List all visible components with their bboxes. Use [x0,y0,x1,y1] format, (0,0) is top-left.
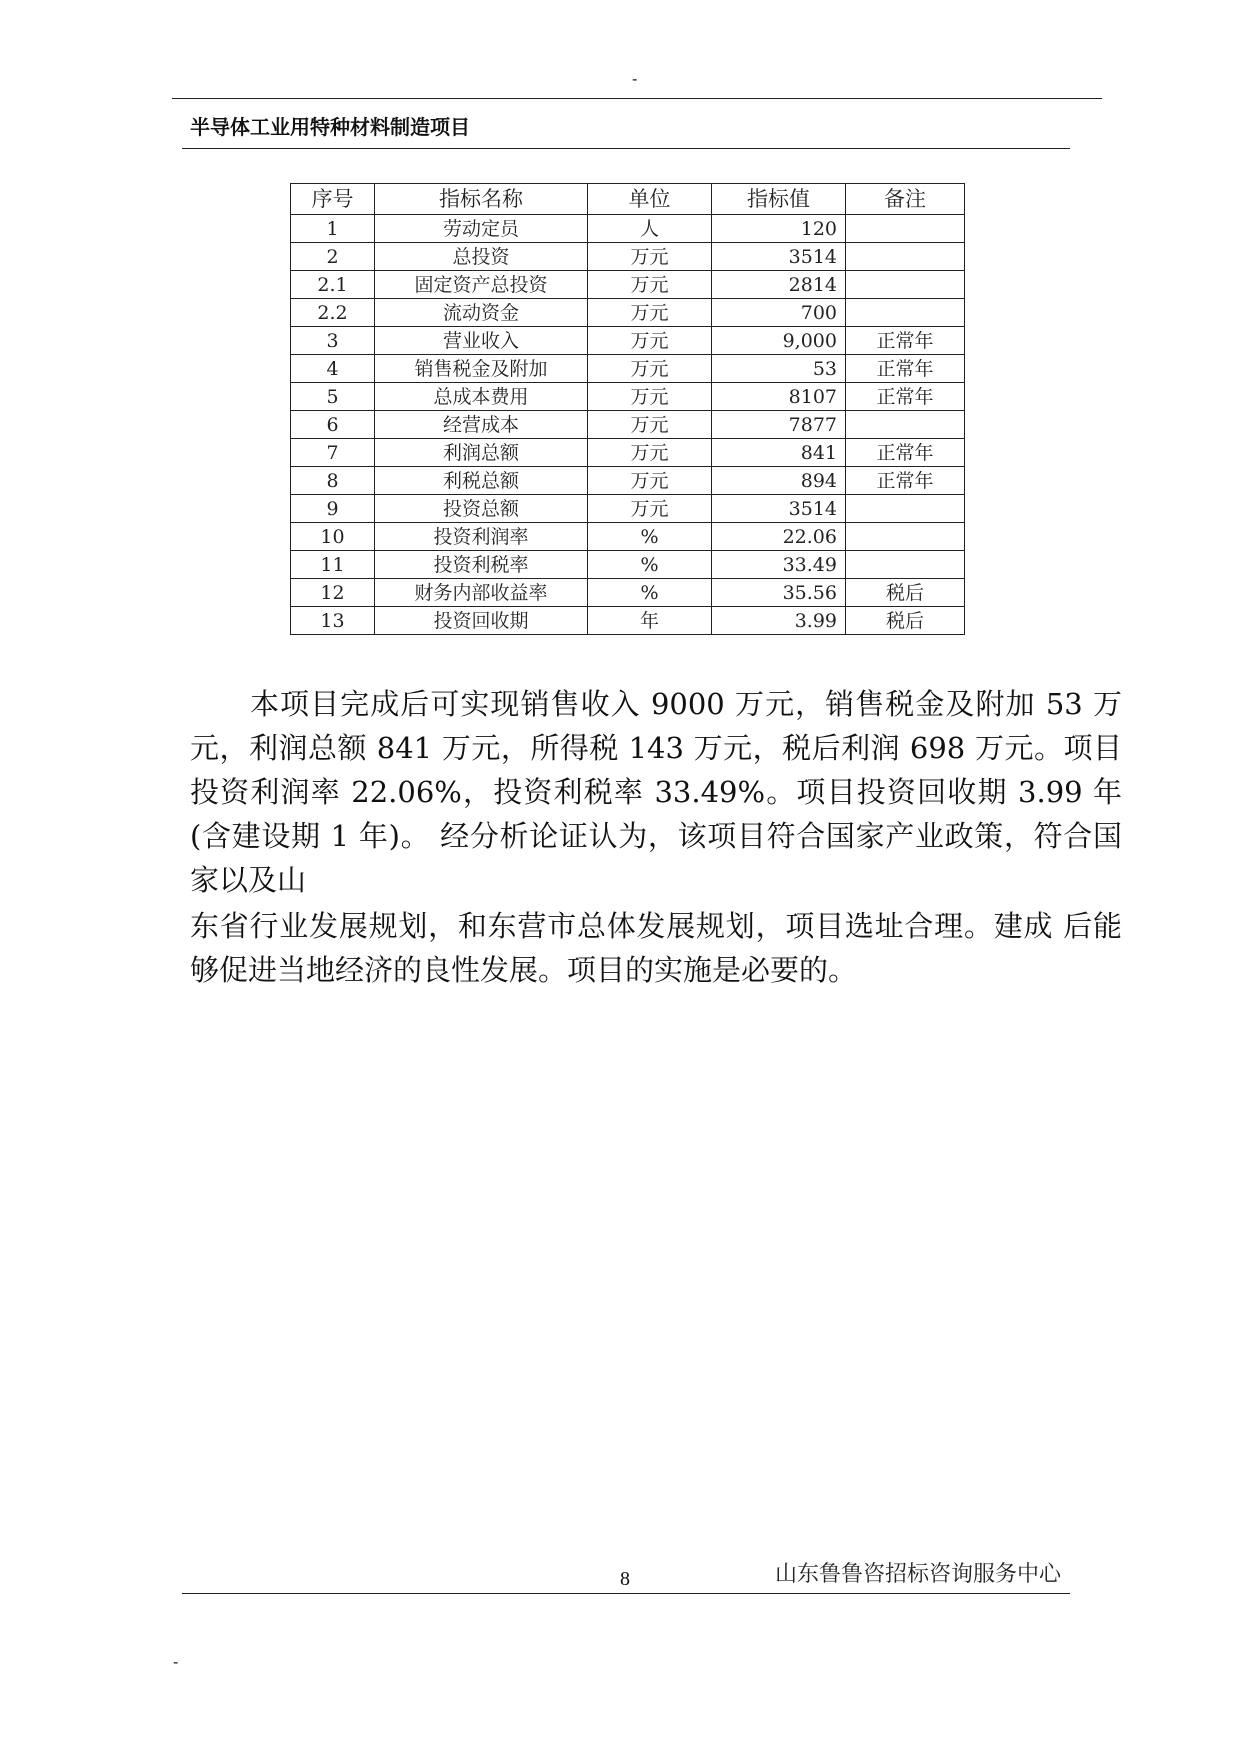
cell-note: 税后 [846,579,965,607]
cell-indicator-value: 700 [712,299,846,327]
cell-unit: 年 [588,607,712,635]
header-top-mark: - [632,71,638,88]
table-row [291,467,965,495]
cell-indicator-name: 总成本费用 [375,383,588,411]
cell-note: 正常年 [846,355,965,383]
cell-indicator-name: 财务内部收益率 [375,579,588,607]
cell-no: 7 [291,439,375,467]
cell-note [846,215,965,243]
cell-no: 2.1 [291,271,375,299]
cell-indicator-name: 流动资金 [375,299,588,327]
cell-note [846,271,965,299]
cell-unit: 人 [588,215,712,243]
table-row [291,579,965,607]
cell-unit: % [588,523,712,551]
cell-no: 2 [291,243,375,271]
table-row [291,495,965,523]
cell-no: 5 [291,383,375,411]
cell-no: 1 [291,215,375,243]
cell-no: 2.2 [291,299,375,327]
table-row [291,243,965,271]
cell-no: 11 [291,551,375,579]
cell-indicator-value: 22.06 [712,523,846,551]
table-row [291,271,965,299]
cell-note: 正常年 [846,467,965,495]
cell-unit: 万元 [588,327,712,355]
cell-note: 正常年 [846,439,965,467]
cell-note: 正常年 [846,327,965,355]
cell-no: 8 [291,467,375,495]
cell-no: 9 [291,495,375,523]
cell-indicator-name: 利税总额 [375,467,588,495]
cell-indicator-value: 841 [712,439,846,467]
cell-unit: 万元 [588,467,712,495]
cell-indicator-name: 投资利税率 [375,551,588,579]
cell-unit: 万元 [588,383,712,411]
table-row [291,355,965,383]
summary-paragraph: 本项目完成后可实现销售收入 9000 万元，销售税金及附加 53 万元，利润总额 841 万元，所得税 143 万元，税后利润 698 万元。项目投资利润率 22.06%，投资利税率 33.49%。项目投资回收期 3.99 年(含建设期 1 年)。 经分析论证认为，该项目符合国家产业政策，符合国家以及山 [190,687,1122,897]
cell-indicator-name: 投资回收期 [375,607,588,635]
cell-indicator-name: 总投资 [375,243,588,271]
footer-bottom-mark: - [173,1654,179,1671]
economic-indicators-table [290,183,965,635]
cell-unit: 万元 [588,411,712,439]
cell-no: 12 [291,579,375,607]
cell-note [846,299,965,327]
cell-unit: 万元 [588,271,712,299]
cell-note [846,495,965,523]
cell-unit: % [588,579,712,607]
cell-indicator-value: 2814 [712,271,846,299]
cell-indicator-value: 3514 [712,243,846,271]
header-unit: 单位 [588,184,712,215]
cell-indicator-value: 120 [712,215,846,243]
table-header-row [291,184,965,215]
cell-note: 正常年 [846,383,965,411]
footer-rule [182,1593,1070,1594]
header-indicator-name: 指标名称 [375,184,588,215]
cell-indicator-name: 固定资产总投资 [375,271,588,299]
cell-indicator-name: 劳动定员 [375,215,588,243]
header-indicator-value: 指标值 [712,184,846,215]
footer-organization: 山东鲁鲁咨招标咨询服务中心 [775,1562,1062,1587]
cell-indicator-value: 3514 [712,495,846,523]
cell-unit: 万元 [588,495,712,523]
page-number: 8 [620,1568,630,1590]
header-note: 备注 [846,184,965,215]
table-row [291,215,965,243]
cell-unit: 万元 [588,299,712,327]
cell-unit: 万元 [588,355,712,383]
table-row [291,439,965,467]
table-row [291,523,965,551]
table-row [291,299,965,327]
cell-no: 4 [291,355,375,383]
cell-no: 13 [291,607,375,635]
cell-indicator-value: 53 [712,355,846,383]
cell-no: 10 [291,523,375,551]
cell-note [846,411,965,439]
header-rule-top [172,98,1102,99]
cell-indicator-name: 利润总额 [375,439,588,467]
table-row [291,327,965,355]
cell-indicator-name: 销售税金及附加 [375,355,588,383]
cell-unit: % [588,551,712,579]
cell-unit: 万元 [588,439,712,467]
cell-note [846,243,965,271]
table-row [291,383,965,411]
cell-indicator-value: 3.99 [712,607,846,635]
cell-no: 6 [291,411,375,439]
cell-indicator-name: 投资利润率 [375,523,588,551]
document-title: 半导体工业用特种材料制造项目 [190,115,470,139]
header-rule-bottom [182,148,1070,149]
table-row [291,551,965,579]
cell-indicator-value: 35.56 [712,579,846,607]
cell-indicator-name: 经营成本 [375,411,588,439]
cell-indicator-value: 894 [712,467,846,495]
cell-note [846,551,965,579]
cell-indicator-name: 投资总额 [375,495,588,523]
summary-paragraph-continued: 东省行业发展规划，和东营市总体发展规划，项目选址合理。建成 后能够促进当地经济的良性发展。项目的实施是必要的。 [190,909,1122,987]
cell-indicator-value: 8107 [712,383,846,411]
table-row [291,607,965,635]
cell-no: 3 [291,327,375,355]
table-row [291,411,965,439]
cell-indicator-value: 9,000 [712,327,846,355]
cell-note [846,523,965,551]
cell-unit: 万元 [588,243,712,271]
cell-indicator-value: 33.49 [712,551,846,579]
cell-indicator-name: 营业收入 [375,327,588,355]
cell-indicator-value: 7877 [712,411,846,439]
cell-note: 税后 [846,607,965,635]
header-no: 序号 [291,184,375,215]
